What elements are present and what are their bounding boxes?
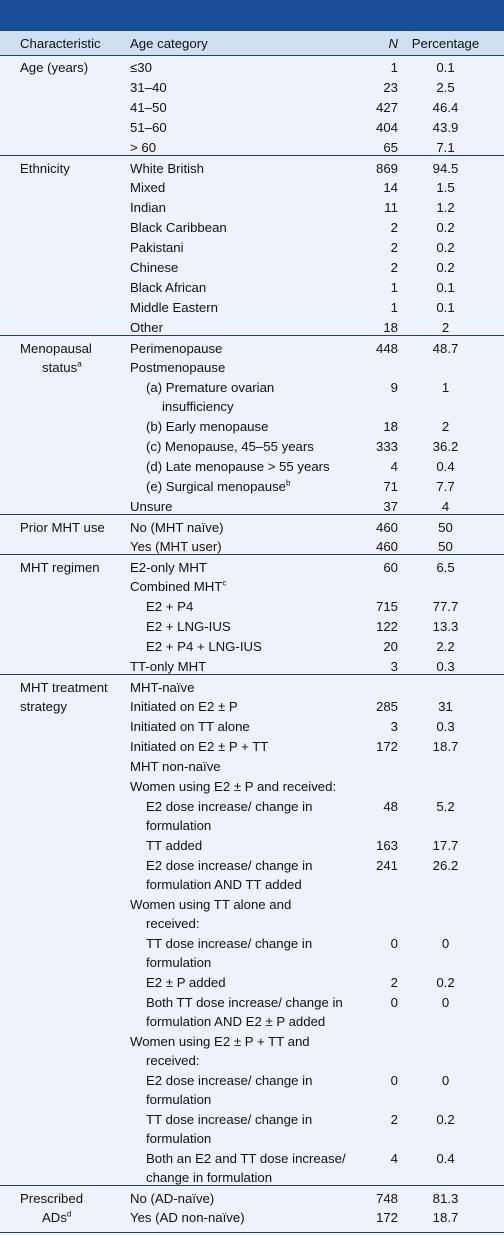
category-cell: (c) Menopause, 45–55 years xyxy=(146,439,314,454)
category-cell: MHT-naïve xyxy=(130,680,195,695)
n-cell: 715 xyxy=(375,599,398,614)
table-row xyxy=(0,954,504,973)
table-row xyxy=(0,99,504,118)
table-row xyxy=(0,738,504,757)
table-row xyxy=(0,554,504,577)
table-row xyxy=(0,199,504,218)
characteristic-cell: Prescribed xyxy=(20,1191,84,1206)
n-cell: 60 xyxy=(383,560,398,575)
percentage-cell: 36.2 xyxy=(432,439,459,454)
table-row xyxy=(0,994,504,1013)
n-cell: 2 xyxy=(390,260,398,275)
category-cell: Women using E2 ± P + TT and xyxy=(130,1034,310,1049)
category-cell: Unsure xyxy=(130,499,173,514)
percentage-cell: 13.3 xyxy=(432,619,459,634)
percentage-cell: 0.2 xyxy=(436,975,455,990)
n-cell: 163 xyxy=(375,838,398,853)
category-cell: Postmenopause xyxy=(130,360,226,375)
n-cell: 4 xyxy=(390,459,398,474)
table-bottom-rule xyxy=(0,1232,504,1233)
category-cell: MHT non-naïve xyxy=(130,759,221,774)
percentage-cell: 0 xyxy=(441,1073,450,1088)
percentage-cell: 0 xyxy=(441,995,450,1010)
percentage-cell: 5.2 xyxy=(436,799,455,814)
table-row xyxy=(0,1091,504,1110)
n-cell: 18 xyxy=(383,419,398,434)
table-header xyxy=(0,30,504,56)
table-row xyxy=(0,379,504,398)
percentage-cell: 7.7 xyxy=(436,479,455,494)
table-row xyxy=(0,638,504,657)
table-row xyxy=(0,935,504,954)
category-cell: formulation xyxy=(146,1131,212,1146)
percentage-cell: 81.3 xyxy=(432,1191,459,1206)
n-cell: 285 xyxy=(375,699,398,714)
percentage-cell: 50 xyxy=(438,539,453,554)
n-cell: 2 xyxy=(390,975,398,990)
table-row xyxy=(0,398,504,417)
percentage-cell: 0.2 xyxy=(436,240,455,255)
table-row xyxy=(0,1209,504,1228)
n-cell: 65 xyxy=(383,140,398,155)
table-row xyxy=(0,438,504,457)
n-cell: 427 xyxy=(375,100,398,115)
n-cell: 20 xyxy=(383,639,398,654)
category-cell: E2 ± P added xyxy=(146,975,226,990)
table-row xyxy=(0,239,504,258)
n-cell: 4 xyxy=(390,1151,398,1166)
n-cell: 1 xyxy=(390,280,398,295)
percentage-cell: 1 xyxy=(441,380,450,395)
table-row xyxy=(0,1111,504,1130)
percentage-cell: 0.4 xyxy=(436,1151,455,1166)
n-cell: 3 xyxy=(390,719,398,734)
title-bar xyxy=(0,0,504,30)
table-row xyxy=(0,857,504,876)
n-cell: 1 xyxy=(390,60,398,75)
category-cell: ≤30 xyxy=(130,60,152,75)
category-cell: Indian xyxy=(130,200,166,215)
table-row xyxy=(0,817,504,836)
table-row xyxy=(0,915,504,934)
percentage-cell: 77.7 xyxy=(432,599,459,614)
category-cell: Yes (AD non-naïve) xyxy=(130,1210,245,1225)
percentage-cell: 2.5 xyxy=(436,80,455,95)
category-cell: Combined MHT$^c$ xyxy=(130,578,227,594)
n-cell: 3 xyxy=(390,659,398,674)
n-cell: 2 xyxy=(390,1112,398,1127)
category-cell: Initiated on E2 ± P xyxy=(130,699,238,714)
category-cell: E2 + LNG-IUS xyxy=(146,619,231,634)
table-row xyxy=(0,798,504,817)
table-row xyxy=(0,598,504,617)
percentage-cell: 94.5 xyxy=(432,161,459,176)
table-row xyxy=(0,219,504,238)
characteristic-cell: Prior MHT use xyxy=(20,520,105,535)
characteristic-cell: status$^a$ xyxy=(42,359,82,375)
percentage-cell: 1.5 xyxy=(436,180,455,195)
percentage-cell: 17.7 xyxy=(432,838,459,853)
category-cell: Initiated on E2 ± P + TT xyxy=(130,739,269,754)
table-row xyxy=(0,698,504,717)
percentage-cell: 18.7 xyxy=(432,1210,459,1225)
n-cell: 18 xyxy=(383,320,398,335)
category-cell: Black Caribbean xyxy=(130,220,227,235)
category-cell: E2 dose increase/ change in xyxy=(146,799,313,814)
percentage-cell: 31 xyxy=(438,699,453,714)
category-cell: Black African xyxy=(130,280,207,295)
table-row xyxy=(0,259,504,278)
percentage-cell: 0.1 xyxy=(436,60,455,75)
category-cell: 31–40 xyxy=(130,80,167,95)
category-cell: Initiated on TT alone xyxy=(130,719,250,734)
characteristic-cell: MHT treatment xyxy=(20,680,108,695)
category-cell: insufficiency xyxy=(162,399,234,414)
characteristic-cell: Menopausal xyxy=(20,341,92,356)
table-row xyxy=(0,1013,504,1032)
table-row xyxy=(0,458,504,477)
n-cell: 869 xyxy=(375,161,398,176)
category-cell: received: xyxy=(146,916,200,931)
category-cell: No (MHT naïve) xyxy=(130,520,224,535)
n-cell: 122 xyxy=(375,619,398,634)
table-row xyxy=(0,876,504,895)
characteristic-cell: MHT regimen xyxy=(20,560,100,575)
percentage-cell: 26.2 xyxy=(432,858,459,873)
category-cell: formulation xyxy=(146,1092,212,1107)
table-row xyxy=(0,335,504,358)
table-body xyxy=(0,56,504,1234)
category-cell: Both an E2 and TT dose increase/ xyxy=(146,1151,346,1166)
n-cell: 172 xyxy=(375,739,398,754)
percentage-cell: 2 xyxy=(441,419,450,434)
percentage-cell: 1.2 xyxy=(436,200,455,215)
n-cell: 9 xyxy=(390,380,398,395)
percentage-cell: 6.5 xyxy=(436,560,455,575)
category-cell: formulation AND E2 ± P added xyxy=(146,1014,326,1029)
percentage-cell: 48.7 xyxy=(432,341,459,356)
percentage-cell: 0.4 xyxy=(436,459,455,474)
category-cell: White British xyxy=(130,161,205,176)
percentage-cell: 0.3 xyxy=(436,719,455,734)
header-percentage: Percentage xyxy=(411,36,480,51)
table-row xyxy=(0,837,504,856)
n-cell: 172 xyxy=(375,1210,398,1225)
table-row xyxy=(0,1072,504,1091)
percentage-cell: 46.4 xyxy=(432,100,459,115)
category-cell: received: xyxy=(146,1053,200,1068)
category-cell: Mixed xyxy=(130,180,166,195)
header-characteristic: Characteristic xyxy=(20,36,101,51)
percentage-cell: 7.1 xyxy=(436,140,455,155)
category-cell: formulation xyxy=(146,818,212,833)
table-row xyxy=(0,674,504,697)
category-cell: E2 dose increase/ change in xyxy=(146,1073,313,1088)
n-cell: 2 xyxy=(390,240,398,255)
percentage-cell: 0.2 xyxy=(436,1112,455,1127)
n-cell: 404 xyxy=(375,120,398,135)
header-age-category: Age category xyxy=(130,36,208,51)
n-cell: 37 xyxy=(383,499,398,514)
table-row xyxy=(0,1052,504,1071)
n-cell: 23 xyxy=(383,80,398,95)
category-cell: TT added xyxy=(146,838,203,853)
characteristic-cell: Age (years) xyxy=(20,60,89,75)
category-cell: (e) Surgical menopause$^b$ xyxy=(146,478,291,494)
table-row xyxy=(0,79,504,98)
category-cell: Women using E2 ± P and received: xyxy=(130,779,337,794)
category-cell: change in formulation xyxy=(146,1170,273,1185)
percentage-cell: 0.3 xyxy=(436,659,455,674)
percentage-cell: 18.7 xyxy=(432,739,459,754)
category-cell: E2 dose increase/ change in xyxy=(146,858,313,873)
percentage-cell: 2 xyxy=(441,320,450,335)
table-row xyxy=(0,119,504,138)
percentage-cell: 50 xyxy=(438,520,453,535)
category-cell: Middle Eastern xyxy=(130,300,218,315)
n-cell: 448 xyxy=(375,341,398,356)
category-cell: (d) Late menopause > 55 years xyxy=(146,459,330,474)
table-row xyxy=(0,896,504,915)
percentage-cell: 43.9 xyxy=(432,120,459,135)
category-cell: TT dose increase/ change in xyxy=(146,936,313,951)
category-cell: Yes (MHT user) xyxy=(130,539,222,554)
category-cell: formulation AND TT added xyxy=(146,877,302,892)
table-row xyxy=(0,778,504,797)
table-row xyxy=(0,279,504,298)
n-cell: 1 xyxy=(390,300,398,315)
n-cell: 48 xyxy=(383,799,398,814)
table-row xyxy=(0,359,504,378)
table-row xyxy=(0,974,504,993)
category-cell: Perimenopause xyxy=(130,341,223,356)
table-row xyxy=(0,478,504,497)
category-cell: (a) Premature ovarian xyxy=(146,380,275,395)
table-row xyxy=(0,618,504,637)
characteristic-cell: Ethnicity xyxy=(20,161,70,176)
category-cell: formulation xyxy=(146,955,212,970)
n-cell: 0 xyxy=(390,995,398,1010)
category-cell: (b) Early menopause xyxy=(146,419,269,434)
n-cell: 2 xyxy=(390,220,398,235)
characteristic-cell: strategy xyxy=(20,699,67,714)
category-cell: Other xyxy=(130,320,163,335)
table-row xyxy=(0,1033,504,1052)
n-cell: 460 xyxy=(375,539,398,554)
table-row xyxy=(0,578,504,597)
n-cell: 0 xyxy=(390,1073,398,1088)
category-cell: TT dose increase/ change in xyxy=(146,1112,313,1127)
table-row xyxy=(0,179,504,198)
percentage-cell: 0.2 xyxy=(436,260,455,275)
category-cell: E2 + P4 xyxy=(146,599,194,614)
n-cell: 241 xyxy=(375,858,398,873)
n-cell: 71 xyxy=(383,479,398,494)
category-cell: Women using TT alone and xyxy=(130,897,292,912)
percentage-cell: 2.2 xyxy=(436,639,455,654)
characteristic-cell: ADs$^d$ xyxy=(42,1209,72,1225)
n-cell: 0 xyxy=(390,936,398,951)
n-cell: 460 xyxy=(375,520,398,535)
percentage-cell: 0.1 xyxy=(436,280,455,295)
table-row xyxy=(0,1130,504,1149)
percentage-cell: 0.2 xyxy=(436,220,455,235)
table-row xyxy=(0,514,504,537)
category-cell: E2-only MHT xyxy=(130,560,207,575)
category-cell: Chinese xyxy=(130,260,179,275)
category-cell: TT-only MHT xyxy=(130,659,207,674)
percentage-cell: 0.1 xyxy=(436,300,455,315)
n-cell: 748 xyxy=(375,1191,398,1206)
category-cell: No (AD-naïve) xyxy=(130,1191,215,1206)
table-row xyxy=(0,299,504,318)
n-cell: 11 xyxy=(384,200,398,215)
table-row xyxy=(0,1185,504,1208)
table-row xyxy=(0,418,504,437)
category-cell: Pakistani xyxy=(130,240,184,255)
table-row xyxy=(0,758,504,777)
category-cell: 51–60 xyxy=(130,120,167,135)
category-cell: Both TT dose increase/ change in xyxy=(146,995,343,1010)
category-cell: E2 + P4 + LNG-IUS xyxy=(146,639,262,654)
header-n: N xyxy=(388,36,398,51)
n-cell: 14 xyxy=(383,180,398,195)
category-cell: > 60 xyxy=(130,140,157,155)
table-row xyxy=(0,1150,504,1169)
n-cell: 333 xyxy=(375,439,398,454)
percentage-cell: 0 xyxy=(441,936,450,951)
percentage-cell: 4 xyxy=(441,499,450,514)
table-row xyxy=(0,59,504,78)
table-row xyxy=(0,718,504,737)
table-row xyxy=(0,155,504,178)
category-cell: 41–50 xyxy=(130,100,167,115)
